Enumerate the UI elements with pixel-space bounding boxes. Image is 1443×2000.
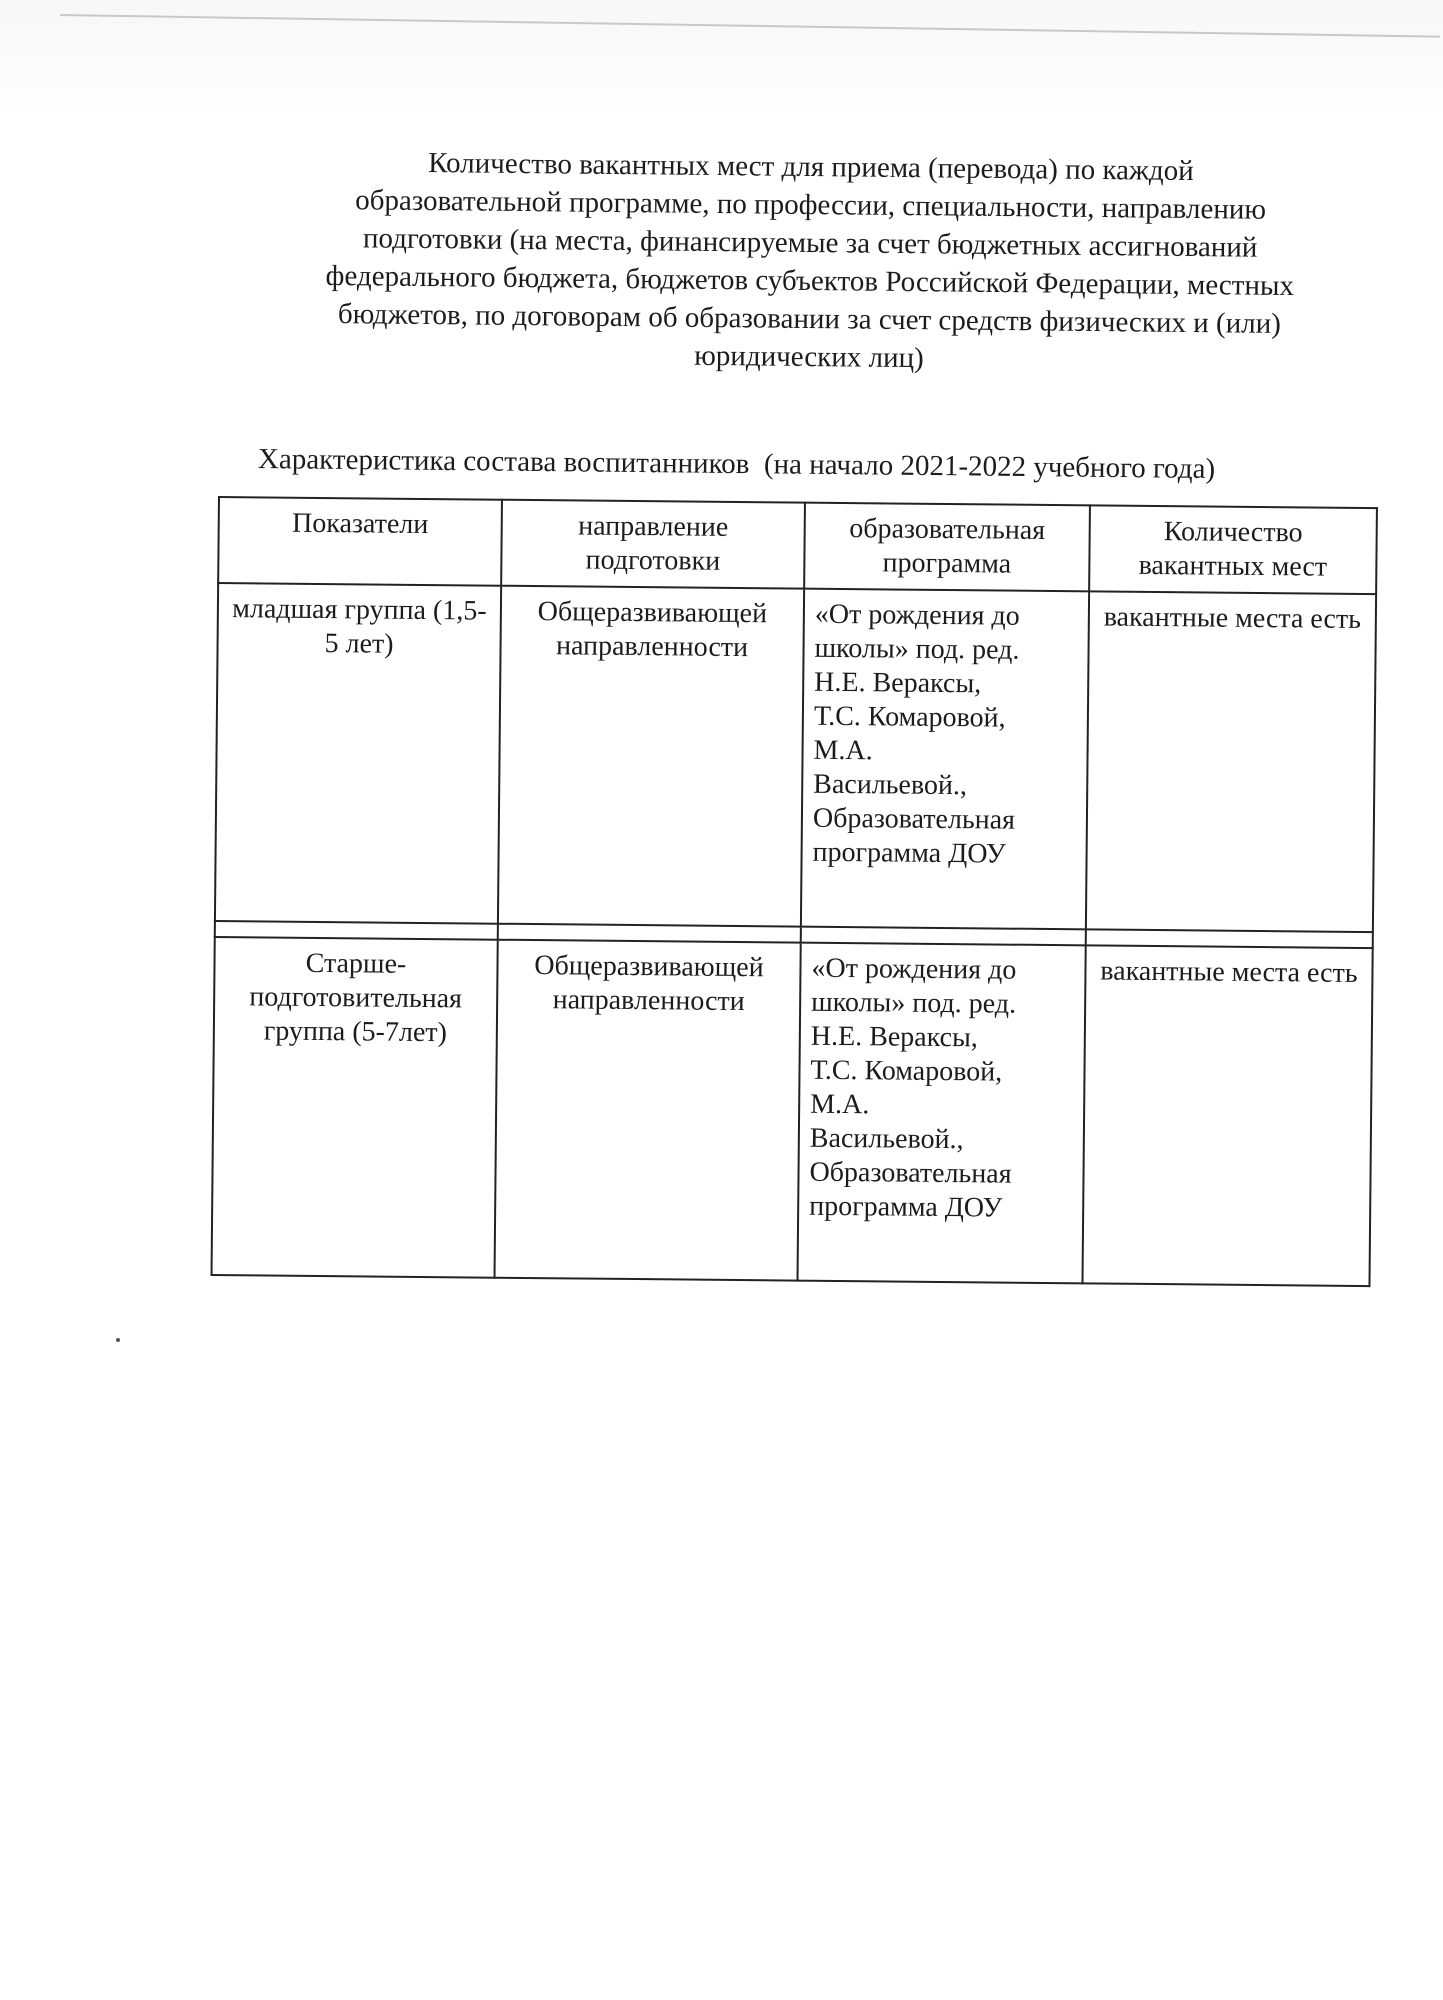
program-line: «От рождения до школы» под. ред. (811, 952, 1017, 1020)
table-row (215, 583, 1376, 932)
program-line: Образовательная программа ДОУ (809, 1156, 1012, 1224)
table-row (212, 937, 1373, 1286)
vacancy-table-wrapper (211, 496, 1376, 1287)
scan-speck (116, 1338, 120, 1342)
table-caption: Характеристика состава воспитанников (на начало 2021-2022 учебного года) (257, 443, 1216, 486)
heading-line: юридических лиц) (694, 339, 924, 375)
cell-vacancies: вакантные места есть (1082, 945, 1372, 1286)
program-line: Н.Е. Вераксы, (814, 666, 982, 700)
cell-group: младшая группа (1,5-5 лет) (215, 583, 501, 924)
heading-line: образовательной программе, по профессии, специальности, направлению (355, 184, 1267, 226)
cell-vacancies: вакантные места есть (1086, 591, 1376, 932)
cell-program (801, 589, 1089, 930)
cell-program (797, 943, 1085, 1284)
program-line: М.А. (813, 734, 873, 767)
cell-group: Старше-подготовительная группа (5-7лет) (212, 937, 498, 1278)
scan-top-edge (60, 14, 1440, 38)
heading-line: подготовки (на места, финансируемые за счет бюджетных ассигнований (362, 222, 1258, 264)
program-line: Васильевой., (813, 768, 968, 802)
vacancy-table (211, 496, 1378, 1287)
heading-line: федерального бюджета, бюджетов субъектов Российской Федерации, местных (325, 259, 1295, 303)
program-line: «От рождения до школы» под. ред. (814, 598, 1020, 666)
program-line: Н.Е. Вераксы, (810, 1020, 978, 1054)
header-program: образовательная программа (804, 503, 1090, 592)
header-direction: направление подготовки (501, 500, 805, 589)
header-vacancies: Количество вакантных мест (1089, 505, 1377, 594)
program-line: Т.С. Комаровой, (813, 700, 1006, 734)
header-indicators: Показатели (218, 497, 502, 586)
program-line: М.А. (810, 1088, 870, 1121)
program-line: Т.С. Комаровой, (810, 1054, 1003, 1088)
document-heading (219, 142, 1401, 382)
program-line: Васильевой., (809, 1122, 964, 1156)
heading-line: бюджетов, по договорам об образовании за счет средств физических и (или) (337, 298, 1282, 340)
heading-line: Количество вакантных мест для приема (перевода) по каждой (428, 146, 1194, 188)
table-header-row (218, 497, 1377, 594)
program-line: Образовательная программа ДОУ (812, 802, 1016, 870)
cell-direction: Общеразвивающей направленности (498, 586, 804, 927)
cell-direction: Общеразвивающей направленности (495, 940, 801, 1281)
